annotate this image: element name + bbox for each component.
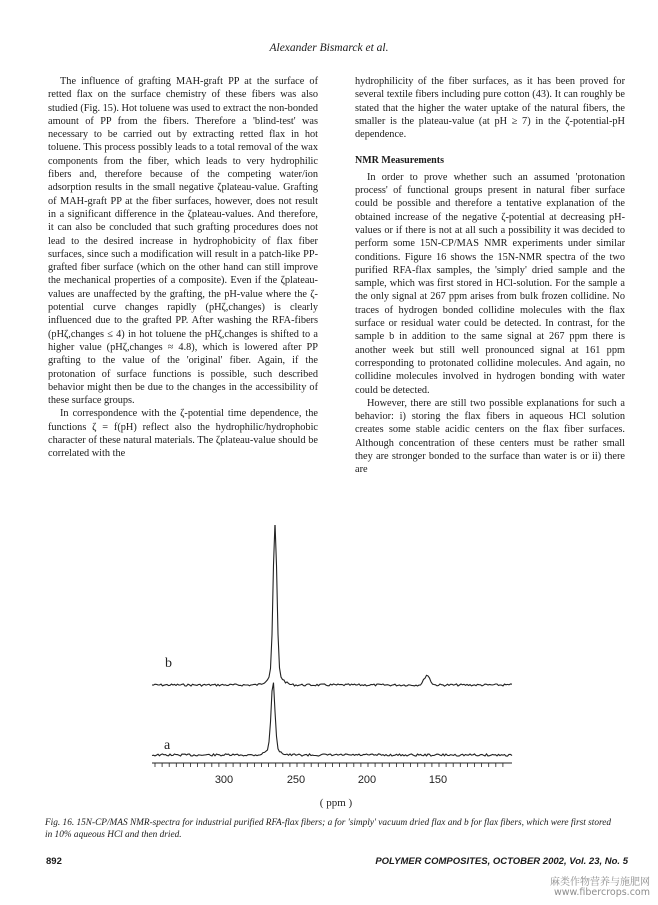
- page-number: 892: [46, 856, 62, 867]
- left-paragraph-1: The influence of grafting MAH-graft PP at the surface of retted flax on the surface chemistry of these fibers was also studied (Fig. 15). Hot toluene was used to extract the non-bonded amount of PP from the fibers. Therefore a 'blind-test' was necessary to be carried out by extracting retted flax in hot toluene. This process possibly leads to a total removal of the wax components from the fiber, which leads to very hydrophilic fibers and, therefore because of the competing water/ion adsorption results in the small negative ζplateau-value. Grafting of MAH-graft PP at the fiber surfaces, however, does not result in a significant difference in the ζplateau-values. And therefore, it can also be concluded that such grafting procedures does not lead to the desired increase in hydrophobicity of flax fiber surfaces, since such a modification will result in a patch-like PP-grafted fiber surface (which on the other hand can still improve the mechanical properties of a composite). Even if the ζplateau-values are unaffected by the grafting, the pH-value where the ζ-potential curve changes rapidly (pHζ,changes) is clearly influenced due to the grafted PP. After washing the RFA-fibers (pHζ,changes ≤ 4) in hot toluene the pHζ,changes is shifted to a higher value (pHζ,changes ≈ 4.8), which is lowered after PP grafting to the value of the 'original' fiber. Again, if the protonation of surface functions is possible, such described behavior might then be due to the changes in the accessibility of these surface groups.: [48, 76, 318, 407]
- watermark-chinese: 麻类作物营养与施肥网: [550, 877, 650, 888]
- right-paragraph-2: However, there are still two possible explanations for such a behavior: i) storing the flax fibers in aqueous HCl solution creates some stable acidic centers on the flax fiber surfaces. Although concentration of these centers must be rather small they are stronger bonded to the surface than water is or ii) there are: [355, 397, 625, 476]
- journal-citation: POLYMER COMPOSITES, OCTOBER 2002, Vol. 23, No. 5: [375, 856, 628, 867]
- spectrum-trace-b: [152, 525, 512, 686]
- left-column: [48, 75, 318, 461]
- watermark-url: www.fibercrops.com: [553, 887, 650, 898]
- right-column: [355, 75, 625, 477]
- tick-label-200: 200: [357, 774, 377, 786]
- figure-caption: Fig. 16. 15N-CP/MAS NMR-spectra for industrial purified RFA-flax fibers; a for 'simply' vacuum dried flax and b for flax fibers, which were first stored in 10% aqueous HCl and then dried.: [45, 818, 612, 840]
- tick-label-300: 300: [214, 774, 234, 786]
- right-continuation: hydrophilicity of the fiber surfaces, as it has been proved for several textile fibers including pure cotton (43). It can roughly be stated that the higher the water uptake of the natural fibers, the smaller is the plateau-value (at pH ≥ 7) in the ζ-potential-pH dependence.: [355, 76, 625, 141]
- left-paragraph-2: In correspondence with the ζ-potential time dependence, the functions ζ = f(pH) reflect also the hydrophilic/hydrophobic character of these natural materials. The ζplateau-value should be correlated with the: [48, 408, 318, 460]
- nmr-spectrum-figure: [0, 525, 658, 815]
- axis-label-ppm: ( ppm ): [319, 797, 353, 809]
- section-title-nmr: NMR Measurements: [355, 155, 444, 167]
- tick-label-250: 250: [286, 774, 306, 786]
- minor-ticks: [155, 763, 503, 767]
- right-paragraph-1: In order to prove whether such an assumed 'protonation process' of functional groups present in natural fiber surface could be possible and therefore a tentative explanation of the obtained increase of the negative ζ-potential at decreasing pH-values or if there is not at all such a possibility it was decided to perform some 15N-CP/MAS NMR experiments under similar conditions. Figure 16 shows the 15N-NMR spectra of the two purified RFA-flax samples, the 'simply' dried sample and the sample, which was first stored in HCl-solution. For the sample a the only signal at 267 ppm arises from bulk frozen collidine. No traces of hydrogen bonded collidine molecules with the flax surface or residual water could be detected. In contrast, for the sample b in addition to the same signal at 267 ppm there is another week but still well pronounced signal at 161 ppm corresponding to protonated collidine molecules. And again, no collidine molecules involved in hydrogen bonding with water could be detected.: [355, 171, 625, 396]
- running-header: Alexander Bismarck et al.: [269, 42, 389, 54]
- tick-label-150: 150: [428, 774, 448, 786]
- spectrum-trace-a: [152, 683, 512, 757]
- label-b: b: [165, 656, 172, 671]
- label-a: a: [164, 738, 171, 753]
